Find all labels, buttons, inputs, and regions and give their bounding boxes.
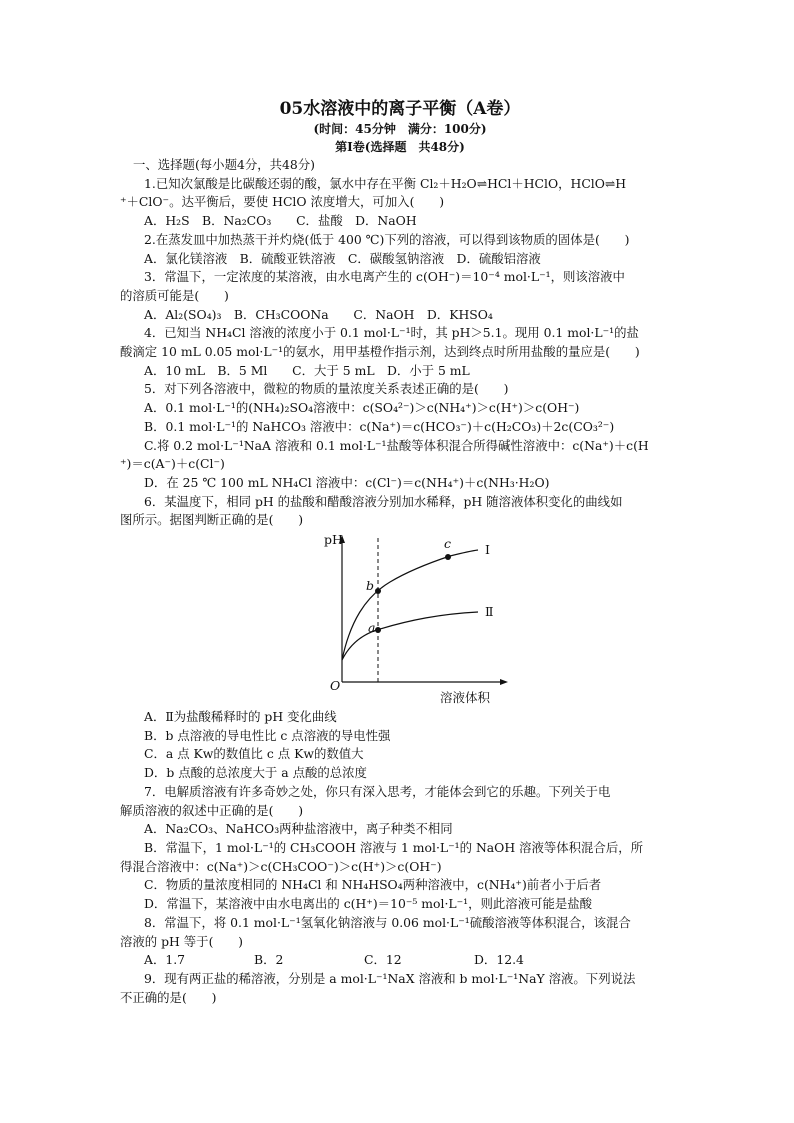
- q7-option-a: A．Na₂CO₃、NaHCO₃两种盐溶液中，离子种类不相同: [144, 821, 453, 837]
- q7-stem-line2: 解质溶液的叙述中正确的是( ): [120, 802, 304, 818]
- point-a: [375, 627, 381, 633]
- curve-2: [342, 612, 478, 660]
- q6-stem-line2: 图所示。据图判断正确的是( ): [120, 512, 304, 528]
- x-axis-arrow: [500, 679, 508, 685]
- section-heading: 第Ⅰ卷(选择题 共48分): [335, 140, 465, 154]
- q5-option-c-line2: ⁺)＝c(A⁻)＋c(Cl⁻): [120, 456, 225, 472]
- q3-options: A．Al₂(SO₄)₃ B．CH₃COONa C．NaOH D．KHSO₄: [144, 306, 493, 322]
- q4-stem-line1: 4．已知当 NH₄Cl 溶液的浓度小于 0.1 mol·L⁻¹时，其 pH＞5.1。现用 0.1 mol·L⁻¹的盐: [144, 325, 639, 341]
- q8-options: [120, 951, 680, 970]
- x-axis-label: 溶液体积: [440, 690, 491, 706]
- ph-dilution-figure: [120, 532, 680, 706]
- q6-stem-line1: 6．某温度下，相同 pH 的盐酸和醋酸溶液分别加水稀释，pH 随溶液体积变化的曲线如: [144, 493, 623, 509]
- q6-option-c: C．a 点 Kw的数值比 c 点 Kw的数值大: [144, 746, 364, 762]
- point-b: [375, 588, 381, 594]
- q7-option-c: C．物质的量浓度相同的 NH₄Cl 和 NH₄HSO₄两种溶液中，c(NH₄⁺)前者小于后者: [144, 877, 602, 893]
- q8-option-c: C．12: [364, 952, 402, 968]
- time-info: (时间：45分钟 满分：100分): [313, 122, 487, 136]
- point-c: [445, 554, 451, 560]
- q5-option-c-line1: C.将 0.2 mol·L⁻¹NaA 溶液和 0.1 mol·L⁻¹盐酸等体积混合所得碱性溶液中：c(Na⁺)＋c(H: [144, 437, 649, 453]
- q5-option-a: A．0.1 mol·L⁻¹的(NH₄)₂SO₄溶液中：c(SO₄²⁻)＞c(NH₄⁺)＞c(H⁺)＞c(OH⁻): [144, 400, 580, 416]
- q4-stem-line2: 酸滴定 10 mL 0.05 mol·L⁻¹的氨水，用甲基橙作指示剂，达到终点时所用盐酸的量应是( ): [120, 344, 640, 360]
- page-title: 05水溶液中的离子平衡（A卷）: [279, 99, 521, 119]
- q8-option-a: A．1.7: [144, 952, 186, 968]
- q9-stem-line2: 不正确的是( ): [120, 989, 217, 1005]
- point-b-label: b: [366, 578, 375, 594]
- q6-option-d: D．b 点酸的总浓度大于 a 点酸的总浓度: [144, 765, 367, 781]
- q5-option-b: B．0.1 mol·L⁻¹的 NaHCO₃ 溶液中：c(Na⁺)＝c(HCO₃⁻)＋c(H₂CO₃)＋2c(CO₃²⁻): [144, 418, 615, 434]
- point-c-label: c: [444, 536, 452, 552]
- q8-stem-line2: 溶液的 pH 等于( ): [120, 933, 244, 949]
- q8-stem-line1: 8．常温下，将 0.1 mol·L⁻¹氢氧化钠溶液与 0.06 mol·L⁻¹硫酸溶液等体积混合，该混合: [144, 914, 631, 930]
- q8-option-b: B．2: [254, 952, 284, 968]
- y-axis-label: pH: [324, 532, 343, 548]
- q7-option-d: D．常温下，某溶液中由水电离出的 c(H⁺)＝10⁻⁵ mol·L⁻¹，则此溶液可能是盐酸: [144, 896, 593, 912]
- q4-options: A．10 mL B．5 Ml C．大于 5 mL D．小于 5 mL: [144, 362, 470, 378]
- exam-page: [120, 98, 680, 1007]
- q1-options: A．H₂S B．Na₂CO₃ C．盐酸 D．NaOH: [144, 213, 417, 229]
- curve-1-label: Ⅰ: [485, 542, 490, 558]
- curve-2-label: Ⅱ: [485, 604, 494, 620]
- q7-option-b-line2: 得混合溶液中：c(Na⁺)＞c(CH₃COO⁻)＞c(H⁺)＞c(OH⁻): [120, 858, 442, 874]
- q3-stem-line1: 3．常温下，一定浓度的某溶液，由水电离产生的 c(OH⁻)＝10⁻⁴ mol·L⁻¹，则该溶液中: [144, 269, 625, 285]
- section-intro: 一、选择题(每小题4分，共48分): [133, 157, 316, 172]
- q5-option-d: D．在 25 ℃ 100 mL NH₄Cl 溶液中：c(Cl⁻)＝c(NH₄⁺)＋c(NH₃·H₂O): [144, 474, 550, 490]
- q6-option-b: B．b 点溶液的导电性比 c 点溶液的导电性强: [144, 727, 391, 743]
- q6-option-a: A．Ⅱ为盐酸稀释时的 pH 变化曲线: [144, 709, 337, 725]
- point-a-label: a: [368, 620, 376, 636]
- q2-options: A．氯化镁溶液 B．硫酸亚铁溶液 C．碳酸氢钠溶液 D．硫酸铝溶液: [144, 250, 541, 266]
- q7-option-b-line1: B．常温下，1 mol·L⁻¹的 CH₃COOH 溶液与 1 mol·L⁻¹的 NaOH 溶液等体积混合后，所: [144, 839, 643, 855]
- q3-stem-line2: 的溶质可能是( ): [120, 287, 229, 303]
- q9-stem-line1: 9．现有两正盐的稀溶液，分别是 a mol·L⁻¹NaX 溶液和 b mol·L⁻¹NaY 溶液。下列说法: [144, 970, 636, 986]
- curve-1: [342, 550, 478, 660]
- q7-stem-line1: 7．电解质溶液有许多奇妙之处，你只有深入思考，才能体会到它的乐趣。下列关于电: [144, 783, 611, 799]
- q8-option-d: D．12.4: [474, 952, 524, 968]
- origin-label: O: [330, 678, 341, 694]
- q1-stem-line1: 1.已知次氯酸是比碳酸还弱的酸，氯水中存在平衡 Cl₂＋H₂O⇌HCl＋HClO，HClO⇌H: [144, 175, 627, 191]
- q5-stem: 5．对下列各溶液中，微粒的物质的量浓度关系表述正确的是( ): [144, 381, 509, 397]
- q2-stem: 2.在蒸发皿中加热蒸干并灼烧(低于 400 ℃)下列的溶液，可以得到该物质的固体是( ): [144, 231, 630, 247]
- q1-stem-line2: ⁺＋ClO⁻。达平衡后，要使 HClO 浓度增大，可加入( ): [120, 194, 445, 210]
